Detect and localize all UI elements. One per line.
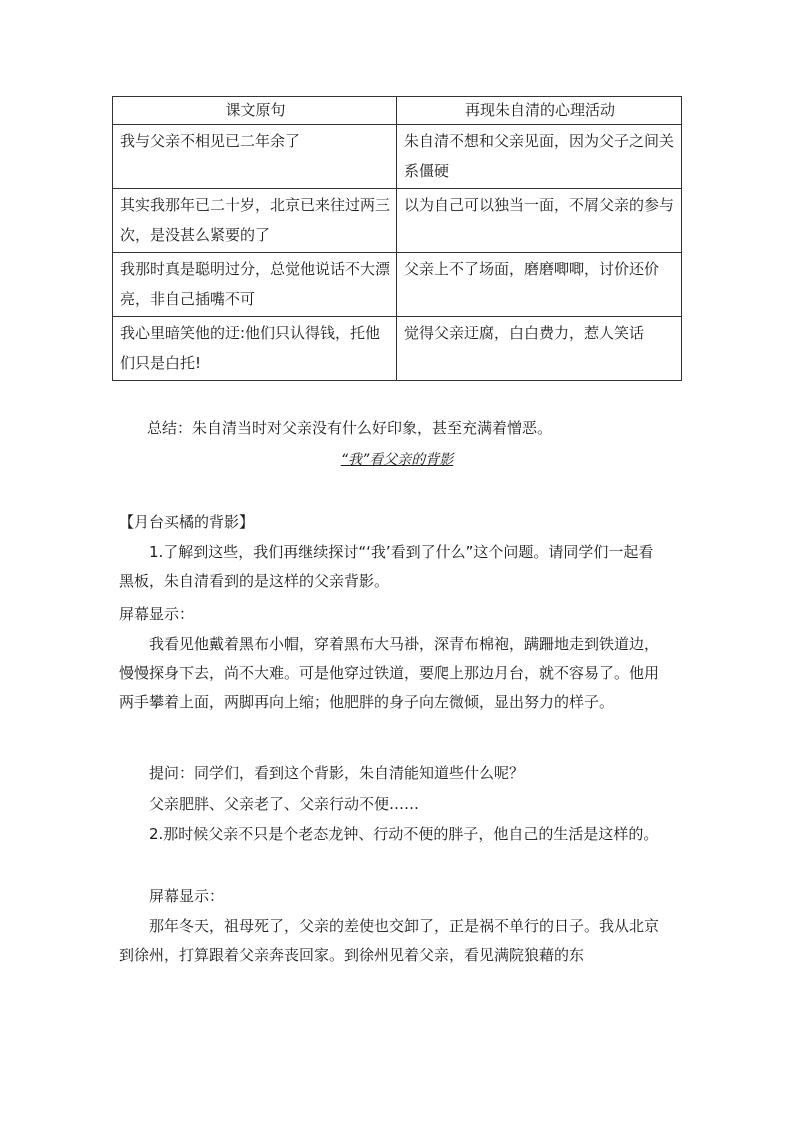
answer-text: 父亲肥胖、父亲老了、父亲行动不便…… — [149, 795, 420, 813]
section-subtitle: “我”看父亲的背影 — [340, 452, 454, 468]
quote-paragraph-2: 那年冬天，祖母死了，父亲的差使也交卸了，正是祸不单行的日子。我从北京到徐州，打算跟着父亲奔丧回家。到徐州见着父亲，看见满院狼藉的东 — [119, 917, 660, 964]
table-header-psychology: 再现朱自清的心理活动 — [397, 97, 682, 125]
table-cell: 朱自清不想和父亲见面，因为父子之间关系僵硬 — [397, 125, 682, 189]
table-row — [113, 125, 682, 189]
paragraph-2: 2.那时候父亲不只是个老态龙钟、行动不便的胖子，他自己的生活是这样的。 — [149, 825, 659, 843]
question-text: 提问：同学们，看到这个背影，朱自清能知道些什么呢？ — [149, 764, 525, 782]
table-header-original: 课文原句 — [113, 97, 397, 125]
screen-display-label-2: 屏幕显示： — [149, 887, 225, 905]
table-header-row — [113, 97, 682, 125]
table-cell: 其实我那年已二十岁，北京已来往过两三次，是没甚么紧要的了 — [113, 189, 397, 253]
table-row — [113, 253, 682, 317]
table-row — [113, 317, 682, 381]
table-cell: 以为自己可以独当一面，不屑父亲的参与 — [397, 189, 682, 253]
section-title: 【月台买橘的背影】 — [119, 513, 255, 531]
screen-display-label-1: 屏幕显示： — [119, 605, 195, 623]
table-cell: 我那时真是聪明过分，总觉他说话不大漂亮，非自己插嘴不可 — [113, 253, 397, 317]
table-cell: 我与父亲不相见已二年余了 — [113, 125, 397, 189]
quote-paragraph-1: 我看见他戴着黑布小帽，穿着黑布大马褂，深青布棉袍，蹒跚地走到铁道边，慢慢探身下去，尚不大难。可是他穿过铁道，要爬上那边月台，就不容易了。他用两手攀着上面，两脚再向上缩；他肥胖的身子向左微倾，显出努力的样子。 — [119, 635, 660, 711]
summary-text: 总结：朱自清当时对父亲没有什么好印象，甚至充满着憎恶。 — [147, 419, 553, 437]
table-cell: 父亲上不了场面，磨磨唧唧，讨价还价 — [397, 253, 682, 317]
comparison-table — [112, 96, 682, 381]
table-cell: 觉得父亲迂腐，白白费力，惹人笑话 — [397, 317, 682, 381]
table-cell: 我心里暗笑他的迂:他们只认得钱，托他们只是白托! — [113, 317, 397, 381]
paragraph-1: 1.了解到这些，我们再继续探讨“‘我’看到了什么”这个问题。请同学们一起看黑板，朱自清看到的是这样的父亲背影。 — [119, 543, 654, 590]
table-row — [113, 189, 682, 253]
